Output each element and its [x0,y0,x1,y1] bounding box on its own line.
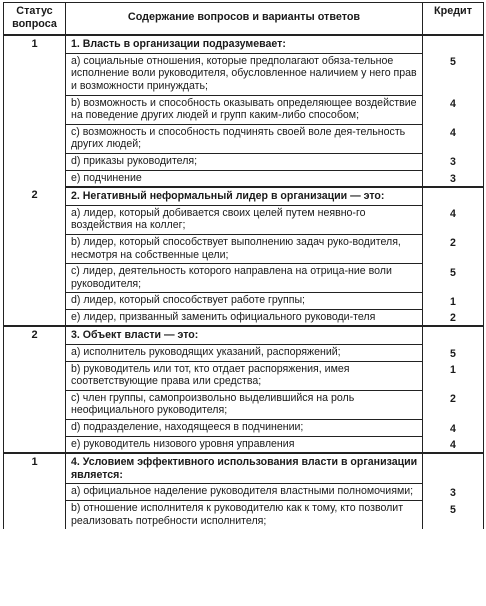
answer-credit: 4 [423,205,484,234]
answer-text: d) приказы руководителя; [66,153,423,170]
question-status: 2 [4,326,66,453]
answer-text: е) лидер, призванный заменить официального руководи-теля [66,309,423,326]
question-status: 1 [4,453,66,529]
question-title: 4. Условием эффективного использования власти в организации является: [66,453,423,484]
answer-row [4,124,484,153]
answer-text: е) руководитель низового уровня управления [66,436,423,453]
answer-row [4,420,484,437]
answer-row [4,484,484,501]
answer-text: b) руководитель или тот, кто отдает распоряжения, имея соответствующие права или средства; [66,361,423,390]
answer-credit: 5 [423,53,484,95]
answer-text: b) возможность и способность оказывать определяющее воздействие на поведение других людей и групп каким-либо способом; [66,95,423,124]
question-block [4,453,484,529]
answer-row [4,95,484,124]
answer-text: b) лидер, который способствует выполнению задач руко-водителя, несмотря на собственные цели; [66,234,423,263]
answer-row [4,361,484,390]
answer-row [4,309,484,326]
question-block [4,35,484,187]
quiz-table [3,2,484,529]
answer-row [4,170,484,187]
answer-credit: 1 [423,361,484,390]
question-title: 2. Негативный неформальный лидер в организации — это: [66,187,423,205]
answer-row [4,234,484,263]
answer-credit: 3 [423,153,484,170]
answer-credit: 5 [423,264,484,293]
answer-row [4,153,484,170]
header-row [4,3,484,36]
question-title: 3. Объект власти — это: [66,326,423,344]
question-status: 1 [4,35,66,187]
answer-text: b) отношение исполнителя к руководителю как к тому, кто позволит реализовать потребности исполнителя; [66,501,423,530]
answer-credit: 2 [423,234,484,263]
answer-credit: 4 [423,436,484,453]
answer-text: d) лидер, который способствует работе группы; [66,293,423,310]
answer-text: е) подчинение [66,170,423,187]
answer-credit: 3 [423,484,484,501]
answer-row [4,53,484,95]
answer-text: а) официальное наделение руководителя властными полномочиями; [66,484,423,501]
answer-text: d) подразделение, находящееся в подчинении; [66,420,423,437]
question-block [4,187,484,326]
answer-credit: 3 [423,170,484,187]
answer-credit: 5 [423,345,484,362]
answer-row [4,436,484,453]
header-content: Содержание вопросов и варианты ответов [66,3,423,36]
answer-credit: 4 [423,95,484,124]
answer-credit: 2 [423,390,484,419]
answer-credit: 4 [423,124,484,153]
header-credit: Кредит [423,3,484,36]
answer-text: а) социальные отношения, которые предполагают обяза-тельное исполнение воли руководителя, обусловленное наличием у него прав и возможности принуждать; [66,53,423,95]
question-status: 2 [4,187,66,326]
question-title: 1. Власть в организации подразумевает: [66,35,423,53]
answer-row [4,264,484,293]
answer-row [4,501,484,530]
answer-text: а) лидер, который добивается своих целей путем неявно-го воздействия на коллег; [66,205,423,234]
answer-text: а) исполнитель руководящих указаний, распоряжений; [66,345,423,362]
header-status: Статус вопроса [4,3,66,36]
answer-row [4,345,484,362]
answer-row [4,293,484,310]
question-block [4,326,484,453]
answer-text: с) член группы, самопроизвольно выделившийся на роль неофициального руководителя; [66,390,423,419]
answer-row [4,205,484,234]
answer-row [4,390,484,419]
answer-credit: 2 [423,309,484,326]
answer-credit: 5 [423,501,484,530]
answer-credit: 4 [423,420,484,437]
answer-text: с) лидер, деятельность которого направлена на отрица-ние воли руководителя; [66,264,423,293]
answer-credit: 1 [423,293,484,310]
answer-text: с) возможность и способность подчинять своей воле дея-тельность других людей; [66,124,423,153]
